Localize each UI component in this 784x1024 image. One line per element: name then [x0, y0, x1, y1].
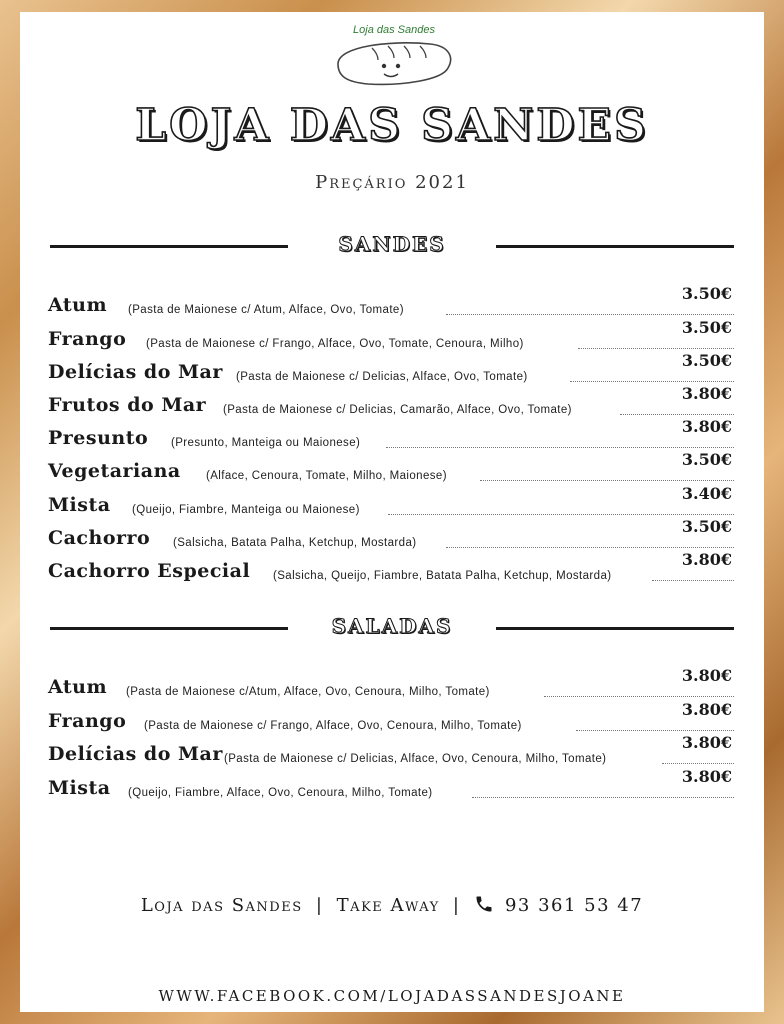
item-name: Vegetariana — [48, 460, 181, 482]
menu-item — [48, 384, 734, 420]
footer-shop-name: Loja das Sandes — [140, 895, 303, 916]
item-price: 3.50€ — [681, 351, 732, 370]
item-description: (Pasta de Maionese c/Atum, Alface, Ovo, Cenoura, Milho, Tomate) — [126, 686, 490, 698]
phone-icon — [474, 894, 494, 914]
menu-item — [48, 484, 734, 520]
leader-dots — [652, 580, 734, 581]
menu-item — [48, 417, 734, 453]
item-name: Delícias do Mar — [48, 361, 223, 383]
item-name: Cachorro — [48, 527, 151, 549]
leader-dots — [386, 447, 734, 448]
item-name: Delícias do Mar — [48, 743, 223, 765]
item-name: Mista — [48, 494, 111, 516]
menu-sheet — [20, 12, 764, 1012]
item-name: Frango — [48, 710, 127, 732]
leader-dots — [544, 696, 734, 697]
page-title: LOJA DAS SANDES — [135, 100, 649, 151]
leader-dots — [472, 797, 734, 798]
item-price: 3.80€ — [681, 384, 732, 403]
menu-item — [48, 733, 734, 769]
divider-line — [496, 245, 734, 248]
leader-dots — [480, 480, 734, 481]
item-description: (Queijo, Fiambre, Manteiga ou Maionese) — [132, 504, 360, 516]
item-price: 3.80€ — [681, 550, 732, 569]
item-description: (Pasta de Maionese c/ Delicias, Alface, Ovo, Cenoura, Milho, Tomate) — [224, 753, 607, 765]
item-price: 3.80€ — [681, 767, 732, 786]
leader-dots — [662, 763, 734, 764]
item-name: Atum — [48, 676, 108, 698]
page-subtitle: Preçário 2021 — [315, 172, 469, 193]
menu-item — [48, 351, 734, 387]
menu-item — [48, 666, 734, 702]
item-name: Atum — [48, 294, 108, 316]
item-name: Frutos do Mar — [48, 394, 207, 416]
item-price: 3.80€ — [681, 700, 732, 719]
leader-dots — [620, 414, 734, 415]
menu-item — [48, 450, 734, 486]
leader-dots — [576, 730, 734, 731]
leader-dots — [578, 348, 734, 349]
menu-item — [48, 517, 734, 553]
section-title: SANDES — [338, 232, 446, 256]
menu-item — [48, 700, 734, 736]
item-description: (Salsicha, Batata Palha, Ketchup, Mostarda) — [173, 537, 417, 549]
menu-item — [48, 284, 734, 320]
menu-item — [48, 767, 734, 803]
menu-item — [48, 550, 734, 586]
item-description: (Pasta de Maionese c/ Frango, Alface, Ovo, Tomate, Cenoura, Milho) — [146, 338, 524, 350]
footer-contact — [20, 894, 764, 916]
menu-item — [48, 318, 734, 354]
item-name: Frango — [48, 328, 127, 350]
item-description: (Pasta de Maionese c/ Frango, Alface, Ovo, Cenoura, Milho, Tomate) — [144, 720, 522, 732]
item-price: 3.50€ — [681, 517, 732, 536]
item-price: 3.50€ — [681, 284, 732, 303]
item-name: Presunto — [48, 427, 149, 449]
item-description: (Pasta de Maionese c/ Delicias, Alface, Ovo, Tomate) — [236, 371, 528, 383]
leader-dots — [446, 547, 734, 548]
item-price: 3.50€ — [681, 318, 732, 337]
footer-service: Take Away — [336, 895, 440, 916]
separator: | — [452, 895, 461, 916]
item-description: (Queijo, Fiambre, Alface, Ovo, Cenoura, Milho, Tomate) — [128, 787, 433, 799]
divider-line — [496, 627, 734, 630]
section-header-saladas — [50, 614, 734, 644]
section-title: SALADAS — [331, 614, 453, 638]
item-price: 3.40€ — [681, 484, 732, 503]
item-description: (Pasta de Maionese c/ Atum, Alface, Ovo, Tomate) — [128, 304, 404, 316]
item-name: Cachorro Especial — [48, 560, 251, 582]
item-price: 3.80€ — [681, 666, 732, 685]
item-description: (Salsicha, Queijo, Fiambre, Batata Palha, Ketchup, Mostarda) — [273, 570, 612, 582]
leader-dots — [388, 514, 734, 515]
item-name: Mista — [48, 777, 111, 799]
item-price: 3.80€ — [681, 417, 732, 436]
leader-dots — [446, 314, 734, 315]
item-description: (Pasta de Maionese c/ Delicias, Camarão, Alface, Ovo, Tomate) — [223, 404, 572, 416]
logo — [332, 20, 456, 90]
facebook-link[interactable]: WWW.FACEBOOK.COM/LOJADASSANDESJOANE — [158, 987, 626, 1005]
section-header-sandes — [50, 232, 734, 262]
item-price: 3.50€ — [681, 450, 732, 469]
bread-icon — [332, 34, 456, 90]
item-price: 3.80€ — [681, 733, 732, 752]
logo-text: Loja das Sandes — [353, 24, 435, 36]
item-description: (Presunto, Manteiga ou Maionese) — [171, 437, 361, 449]
footer-phone[interactable]: 93 361 53 47 — [504, 895, 644, 916]
separator: | — [315, 895, 324, 916]
leader-dots — [570, 381, 734, 382]
item-description: (Alface, Cenoura, Tomate, Milho, Maionese) — [206, 470, 447, 482]
